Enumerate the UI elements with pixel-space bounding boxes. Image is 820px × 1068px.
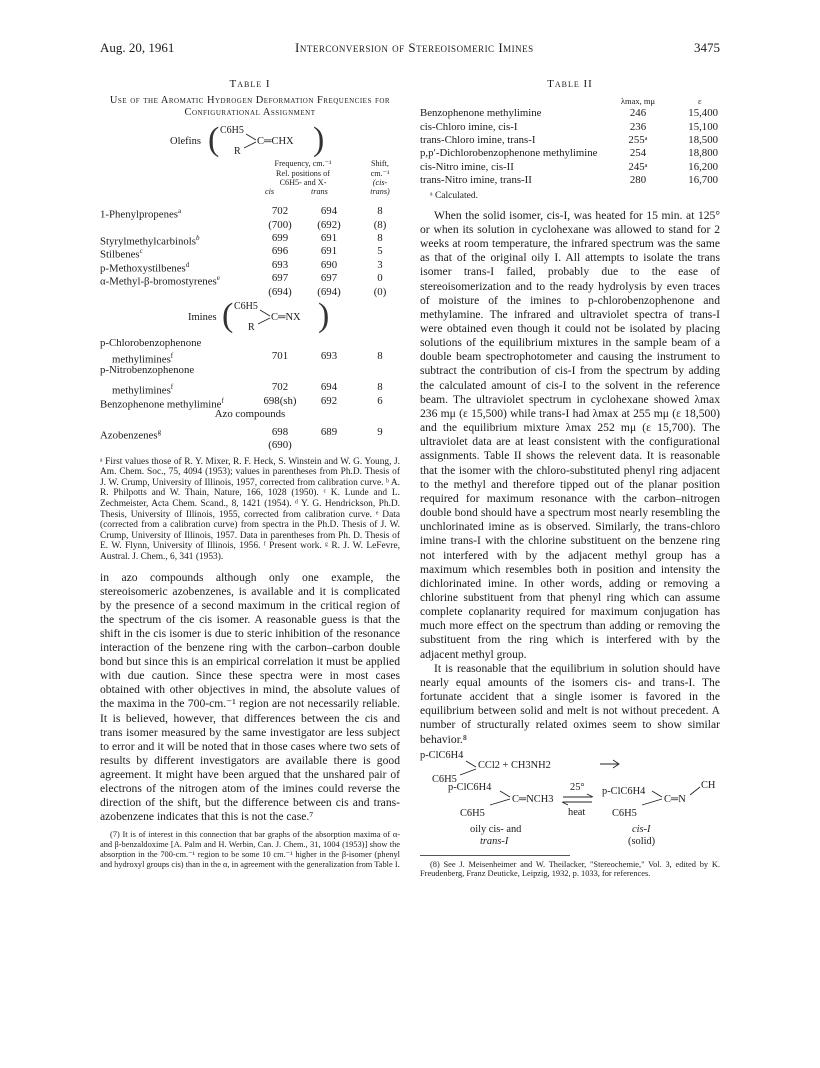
imine-sub2: R xyxy=(248,321,255,333)
imines-label: Imines xyxy=(188,311,217,323)
shift-header xyxy=(358,159,402,197)
product2-methyl: CH xyxy=(701,779,716,791)
product2-main: C═N xyxy=(664,793,686,805)
row-name: 1-Phenylpropenes xyxy=(100,208,178,221)
condition-bottom: heat xyxy=(568,806,586,818)
table-row xyxy=(100,245,400,261)
right-paragraph-1: When the solid isomer, cis-I, was heated for 15 min. at 125° or when its solution in cyclohexane was allowed to stand for 2 weeks at room temperature, the infrared spectrum was the same as that of the original oily I. All attempts to isolate the trans isomer trans-I failed, probably due to the ease of stereoisomerization and to the ready hydrolysis by even traces of moisture of the imines to p-chlorobenzophenone and methylamine. The infrared and ultraviolet spectra of trans-I were obtained even though it could not be isolated by placing solutions of the equilibrium mixtures in the sample beam of a double beam spectrophotometer and causing the instrument to subtract the contribution of cis-I from the spectrum by adding the calculated amount of cis-I to the solvent in the reference beam. The ultraviolet spectrum in cyclohexane showed λmax 236 mμ (ε 15,500) while trans-I had λmax at 255 mμ (ε 18,500) and the equilibrium mixture λmax 252 mμ (ε 15,700). The ultraviolet data are at least consistent with the configurational assignments. Table II shows the relevent data. It is reasonable that the isomer with the chloro-substituted phenyl ring adjacent to the methyl and therefore tipped out of the planar position required for maximum resonance with the carbon–nitrogen double bond should have a spectrum most nearly resembling the unchlorinated imine as is observed. Similarly, the trans-chloro imine trans-I with the chlorine substituent on the benzene ring not interfered with by the adjacent methyl group has a maximum which resembles both in position and intensity the dichlorinated imine. In other words, adding or removing a chlorine substituent from that phenyl ring which can assume complete coplanarity required for maximum conjugation has much more effect on the spectrum than adding or removing the substituent from the ring which is interfered with by the adjacent methyl group. xyxy=(420,208,720,661)
shift-header-line2: cm.⁻¹ xyxy=(370,168,390,178)
row-name-cont: methylimines xyxy=(112,384,171,397)
footnote-8-block xyxy=(420,855,720,880)
row-sup: f xyxy=(170,383,174,392)
table-row xyxy=(100,425,400,442)
row-name: Benzophenone methylimine xyxy=(100,398,222,411)
row-eps: 18,500 xyxy=(688,133,718,146)
row-lambda: 245ᵃ xyxy=(628,160,648,173)
row-trans: 697 xyxy=(320,272,338,285)
row-name: Stilbenes xyxy=(100,248,140,261)
table-row xyxy=(420,174,720,187)
row-cis: (700) xyxy=(268,218,292,231)
row-cis: 702 xyxy=(271,381,289,394)
row-name-cont: methylimines xyxy=(112,353,171,366)
header-date: Aug. 20, 1961 xyxy=(100,40,175,55)
row-name: cis-Nitro imine, cis-II xyxy=(420,160,514,173)
row-shift: 9 xyxy=(377,425,383,438)
table-row xyxy=(100,231,400,248)
row-cis: 699 xyxy=(271,231,289,244)
row-sup: c xyxy=(139,247,143,256)
row-lambda: 280 xyxy=(629,174,647,187)
table-row xyxy=(420,121,720,134)
olefins-label: Olefins xyxy=(170,136,201,148)
row-trans: 690 xyxy=(320,258,338,271)
row-cis: 701 xyxy=(271,350,289,363)
table-row xyxy=(100,337,400,350)
table2 xyxy=(420,95,720,203)
label-cis: cis-I xyxy=(632,823,651,835)
row-lambda: 246 xyxy=(629,107,647,120)
row-trans: 693 xyxy=(320,350,338,363)
olefin-bonds xyxy=(100,123,400,159)
row-cis: 698(sh) xyxy=(263,394,297,407)
reaction-scheme xyxy=(420,749,720,887)
left-column xyxy=(100,78,400,869)
table2-note: ᵃ Calculated. xyxy=(430,190,478,201)
row-sup: e xyxy=(216,274,220,283)
condition-top: 25° xyxy=(570,781,585,793)
row-name: trans-Chloro imine, trans-I xyxy=(420,133,536,146)
table-row xyxy=(100,381,400,397)
row-trans: (692) xyxy=(317,218,341,231)
row-sup: f xyxy=(221,396,224,405)
table1-label: Table I xyxy=(229,78,271,90)
row-shift: 8 xyxy=(377,231,383,244)
row-eps: 18,800 xyxy=(688,147,718,160)
table-row xyxy=(100,272,400,288)
freq-header-line1: Frequency, cm.⁻¹ xyxy=(274,159,332,169)
table-row xyxy=(420,134,720,147)
row-sup: g xyxy=(157,427,162,436)
olefin-sub2: R xyxy=(234,146,241,158)
row-shift: 0 xyxy=(377,272,383,285)
label-trans: trans-I xyxy=(480,835,509,847)
label-solid: (solid) xyxy=(628,835,656,847)
row-shift: 8 xyxy=(377,381,383,394)
row-sup: b xyxy=(195,233,200,242)
product1-main: C═NCH3 xyxy=(512,793,554,805)
freq-header xyxy=(255,159,351,197)
row-cis: 693 xyxy=(271,258,289,271)
imine-group: C═NX xyxy=(271,311,301,323)
row-cis: 702 xyxy=(271,205,289,218)
table-row xyxy=(100,394,400,411)
row-trans: 694 xyxy=(320,381,338,394)
reactant-phenyl: C6H5 xyxy=(432,773,457,785)
cis-header: cis xyxy=(265,187,275,197)
azo-rows xyxy=(100,426,400,453)
row-lambda: 236 xyxy=(629,120,647,133)
row-shift: (0) xyxy=(373,285,387,298)
row-trans: 691 xyxy=(320,245,338,258)
row-name: cis-Chloro imine, cis-I xyxy=(420,120,518,133)
row-cis: 696 xyxy=(271,245,289,258)
table2-header xyxy=(420,95,720,107)
product1-phenyl: C6H5 xyxy=(460,807,485,819)
imine-sub1: C6H5 xyxy=(234,300,258,312)
footnote-7: (7) It is of interest in this connection that bar graphs of the absorption maxima of α- and β-benzaldoxime [A. Palm and H. Werbin, Can. J. Chem., 31, 1004 (1953)] show the absorption in the 700-cm.⁻¹ region to be some 10 cm.⁻¹ higher in the β-isomer (phenyl and hydroxyl groups cis) than in the α, in agreement with the generalization from Table I. xyxy=(100,830,400,869)
page-number: 3475 xyxy=(694,40,720,55)
row-name: Benzophenone methylimine xyxy=(420,107,542,120)
table1-footnotes: ᵃ First values those of R. Y. Mixer, R. F. Heck, S. Winstein and W. G. Young, J. Am. Chem. Soc., 75, 4094 (1953); values in parentheses from Ph.D. Thesis of J. W. Crump, University of Illinois, 1957, corrected from calibration curve. ᵇ A. R. Philpotts and W. Thain, Nature, 166, 1028 (1950). ᶜ K. Lunde and L. Zechmeister, Acta Chem. Scand., 8, 1421 (1954). ᵈ Y. G. Hendrickson, Ph.D. Thesis, University of Illinois, 1955, corrected from calibration curve. ᵉ Data (corrected from a calibration curve) from spectra in the Ph.D. Thesis of J. W. Crump, University of Illinois, 1957. Data in parentheses from Ph. D. Thesis of E. W. Flynn, University of Illinois, 1956. ᶠ Present work. ᵍ R. J. W. LeFevre, Austral. J. Chem., 6, 341 (1953). xyxy=(100,456,400,563)
row-sup: a xyxy=(177,207,182,216)
row-trans: 689 xyxy=(320,425,338,438)
running-title: Interconversion of Stereoisomeric Imines xyxy=(295,40,534,55)
row-name: trans-Nitro imine, trans-II xyxy=(420,174,532,187)
olefin-sub1: C6H5 xyxy=(220,125,244,137)
trans-header: trans xyxy=(311,187,328,197)
imine-bonds xyxy=(100,296,400,335)
table-row xyxy=(420,147,720,160)
shift-header-line3: (cis- xyxy=(372,178,388,188)
row-name: Azobenzenes xyxy=(100,429,158,442)
table-row xyxy=(100,439,400,452)
row-name: p-Chlorobenzophenone xyxy=(100,336,202,349)
table-row xyxy=(420,161,720,174)
footnote-8: (8) See J. Meisenheimer and W. Theilacker, "Stereochemie," Vol. 3, edited by K. Freudenberg, Franz Deuticke, Leipzig, 1932, p. 1033, for references. xyxy=(420,859,720,879)
row-name: p-Nitrobenzophenone xyxy=(100,363,195,376)
imine-rows xyxy=(100,336,400,411)
product1-aryl: p-ClC6H4 xyxy=(448,781,492,793)
left-body-text: in azo compounds although only one example, the stereoisomeric azobenzenes, is available and it is complicated by the presence of a second maximum in the critical region of the spectrum of the cis isomer. A reasonable guess is that the shift in the cis isomer is due to steric inhibition of the resonance interaction of the benzene ring with the carbon–carbon double bond but since this is an empirical correlation it must be applied with due caution. Since these spectra were in most cases obtained with other objectives in mind, the absolute values of the maxima in the 700-cm.⁻¹ region are not necessarily reliable. It is believed, however, that differences between the cis and trans isomer measured by the same investigator are less subject to error and it will be noted that in those cases where two sets of results by different investigators are available there is good agreement. It might have been argued that the unshared pair of electrons of the nitrogen atom of the imines could reverse the direction of the shift, but the difference between cis and trans-azobenzene indicates that this is not the case.⁷ xyxy=(100,570,400,824)
table-row xyxy=(100,350,400,366)
row-shift: (8) xyxy=(373,218,387,231)
lambda-header: λmax, mμ xyxy=(620,96,656,107)
row-name: α-Methyl-β-bromostyrenes xyxy=(100,275,217,288)
row-cis: (694) xyxy=(268,285,292,298)
row-name: p-Methoxystilbenes xyxy=(100,262,186,275)
row-cis: (690) xyxy=(268,439,292,452)
row-lambda: 255ᵃ xyxy=(628,133,648,146)
row-trans: 694 xyxy=(320,205,338,218)
row-sup: f xyxy=(170,352,174,361)
table-row xyxy=(100,364,400,377)
olefin-group: C═CHX xyxy=(257,136,294,148)
label-oily: oily cis- and xyxy=(470,823,522,835)
table1-caption: Use of the Aromatic Hydrogen Deformation Frequencies for Configurational Assignment xyxy=(109,95,391,119)
row-shift: 6 xyxy=(377,394,383,407)
row-eps: 16,200 xyxy=(688,160,718,173)
row-cis: 698 xyxy=(271,425,289,438)
olefin-structure xyxy=(100,123,400,159)
row-eps: 15,400 xyxy=(688,107,718,120)
paren-right: ) xyxy=(313,121,325,159)
paren-left: ( xyxy=(222,296,234,334)
table-row xyxy=(100,205,400,221)
row-name: Styrylmethylcarbinols xyxy=(100,235,196,248)
row-lambda: 254 xyxy=(629,147,647,160)
row-cis: 697 xyxy=(271,272,289,285)
freq-header-line3: C6H5- and X- xyxy=(279,178,327,188)
table-row xyxy=(420,107,720,120)
right-column xyxy=(420,78,720,887)
azo-label: Azo compounds xyxy=(214,407,286,420)
row-eps: 16,700 xyxy=(688,174,718,187)
right-paragraph-2: It is reasonable that the equilibrium in solution should have nearly equal amounts of the isomers cis- and trans-I. The fortunate accident that a single isomer is favored in the equilibrium between solid and melt is not without precedent. A number of structurally related oximes seem to show similar behavior.⁸ xyxy=(420,661,720,746)
row-shift: 8 xyxy=(377,350,383,363)
product2-aryl: p-ClC6H4 xyxy=(602,785,646,797)
eps-header: ε xyxy=(698,96,702,107)
row-shift: 5 xyxy=(377,245,383,258)
paren-left: ( xyxy=(208,121,220,159)
olefin-rows xyxy=(100,205,400,299)
product2-phenyl: C6H5 xyxy=(612,807,637,819)
shift-header-line4: trans) xyxy=(370,187,390,197)
reactant-main: CCl2 + CH3NH2 xyxy=(478,759,551,771)
row-trans: 691 xyxy=(320,231,338,244)
row-shift: 3 xyxy=(377,258,383,271)
row-trans: (694) xyxy=(317,285,341,298)
imine-structure xyxy=(100,296,400,335)
table-row xyxy=(100,258,400,275)
row-sup: d xyxy=(185,260,190,269)
row-name: p,p′-Dichlorobenzophenone methylimine xyxy=(420,147,598,160)
row-eps: 15,100 xyxy=(688,120,718,133)
table2-label: Table II xyxy=(547,78,593,90)
row-trans: 692 xyxy=(320,394,338,407)
row-shift: 8 xyxy=(377,205,383,218)
freq-header-line2: Rel. positions of xyxy=(276,168,330,178)
shift-header-line1: Shift, xyxy=(371,159,389,169)
paren-right: ) xyxy=(318,296,330,334)
table-row xyxy=(100,286,400,299)
table1-column-headers xyxy=(100,159,400,205)
table-row xyxy=(100,219,400,232)
reactant-aryl: p-ClC6H4 xyxy=(420,749,464,761)
